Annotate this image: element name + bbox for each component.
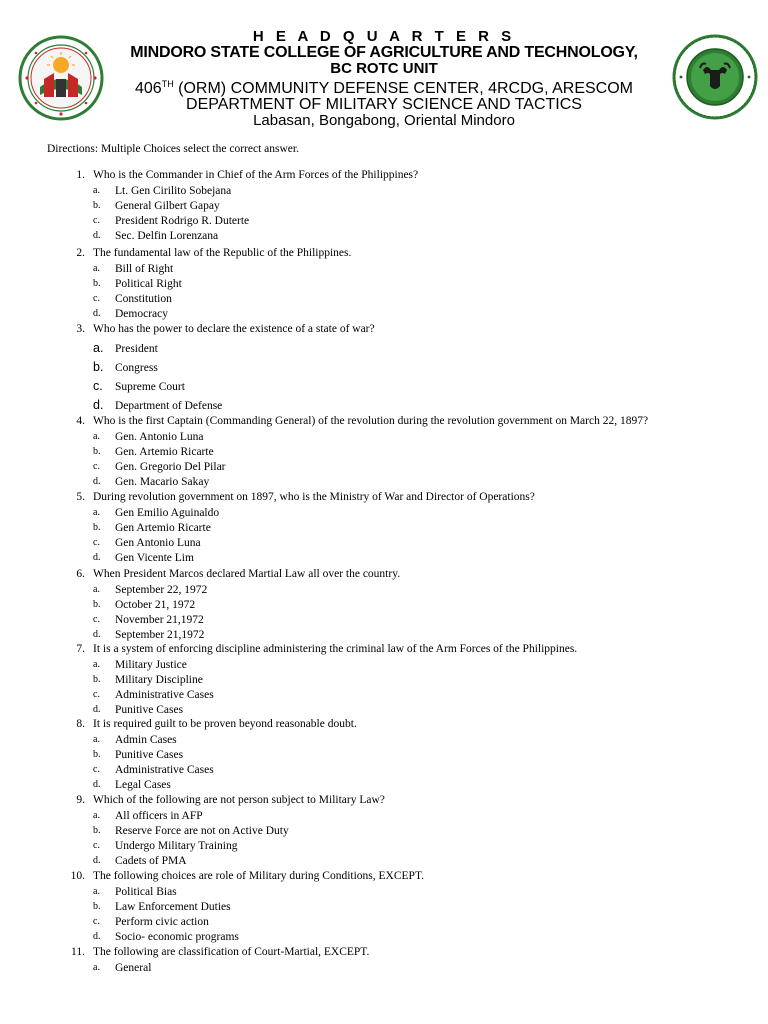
- option-letter: b.: [93, 748, 101, 760]
- question-text: The following choices are role of Military during Conditions, EXCEPT.: [93, 870, 424, 882]
- unit-name: BC ROTC UNIT: [330, 60, 438, 77]
- option-letter: a.: [93, 184, 100, 196]
- option-text: Gen. Gregorio Del Pilar: [115, 461, 226, 474]
- option-text: Administrative Cases: [115, 689, 214, 702]
- question-number: 2.: [76, 247, 85, 259]
- option-letter: b.: [93, 598, 101, 610]
- department-name: DEPARTMENT OF MILITARY SCIENCE AND TACTICS: [186, 96, 582, 113]
- option-letter: a.: [93, 885, 100, 897]
- option-letter: c.: [93, 840, 100, 852]
- option-letter: c.: [93, 379, 103, 393]
- option-text: Department of Defense: [115, 400, 223, 412]
- option-letter: a.: [93, 262, 100, 274]
- option-text: Admin Cases: [115, 733, 177, 746]
- option-text: Law Enforcement Duties: [115, 900, 231, 913]
- option-text: Perform civic action: [115, 916, 209, 929]
- option-letter: d.: [93, 855, 101, 867]
- option-text: Cadets of PMA: [115, 855, 187, 868]
- option-text: Gen. Artemio Ricarte: [115, 445, 214, 458]
- question-number: 10.: [70, 870, 85, 882]
- option-text: Sec. Delfin Lorenzana: [115, 230, 219, 243]
- question-text: It is a system of enforcing discipline administering the criminal law of the Arm Forces of the Philippines.: [93, 643, 578, 655]
- question-number: 7.: [76, 643, 85, 655]
- college-name: MINDORO STATE COLLEGE OF AGRICULTURE AND TECHNOLOGY,: [130, 44, 638, 61]
- headquarters-title: H E A D Q U A R T E R S: [252, 28, 516, 45]
- option-text: Lt. Gen Cirilito Sobejana: [115, 184, 232, 197]
- question-text: It is required guilt to be proven beyond reasonable doubt.: [93, 718, 357, 730]
- option-letter: c.: [93, 293, 100, 305]
- question-number: 4.: [76, 415, 85, 427]
- question-number: 5.: [76, 491, 85, 503]
- defense-center-line: [0, 76, 768, 97]
- question-number: 8.: [76, 718, 85, 730]
- option-text: Political Bias: [115, 885, 177, 898]
- option-text: Legal Cases: [115, 779, 171, 792]
- option-text: Punitive Cases: [115, 748, 184, 761]
- option-letter: b.: [93, 445, 101, 457]
- option-letter: a.: [93, 506, 100, 518]
- option-letter: a.: [93, 430, 100, 442]
- option-letter: c.: [93, 689, 100, 701]
- option-letter: d.: [93, 704, 101, 716]
- option-letter: d.: [93, 779, 101, 791]
- option-letter: c.: [93, 764, 100, 776]
- question-number: 6.: [76, 568, 85, 580]
- option-letter: c.: [93, 537, 100, 549]
- question-text: Who has the power to declare the existence of a state of war?: [93, 323, 375, 335]
- option-letter: a.: [93, 583, 100, 595]
- option-text: All officers in AFP: [115, 809, 203, 822]
- option-letter: b.: [93, 199, 101, 211]
- question-text: Which of the following are not person subject to Military Law?: [93, 794, 385, 806]
- option-letter: d.: [93, 476, 101, 488]
- option-letter: c.: [93, 215, 100, 227]
- option-text: Democracy: [115, 308, 168, 321]
- option-letter: d.: [93, 629, 101, 641]
- option-text: Military Justice: [115, 658, 187, 671]
- question-number: 3.: [76, 323, 85, 335]
- option-letter: a.: [93, 733, 100, 745]
- option-text: Gen Emilio Aguinaldo: [115, 506, 220, 519]
- option-letter: b.: [93, 900, 101, 912]
- center-number-suffix: TH: [161, 79, 174, 89]
- option-text: Supreme Court: [115, 381, 185, 393]
- question-number: 11.: [71, 946, 85, 958]
- center-number: 406: [135, 80, 162, 97]
- option-text: Reserve Force are not on Active Duty: [115, 824, 289, 837]
- option-letter: c.: [93, 916, 100, 928]
- question-text: The fundamental law of the Republic of the Philippines.: [93, 247, 352, 259]
- option-text: September 21,1972: [115, 629, 205, 642]
- option-letter: a.: [93, 341, 104, 355]
- option-text: Gen Vicente Lim: [115, 552, 194, 565]
- option-text: Undergo Military Training: [115, 840, 238, 853]
- question-text: Who is the first Captain (Commanding General) of the revolution during the revolution government on March 22, 1897?: [93, 415, 649, 427]
- option-text: Gen. Macario Sakay: [115, 476, 210, 489]
- option-text: Constitution: [115, 293, 172, 306]
- option-letter: a.: [93, 658, 100, 670]
- option-letter: a.: [93, 809, 100, 821]
- option-text: Military Discipline: [115, 673, 203, 686]
- question-text: The following are classification of Court-Martial, EXCEPT.: [93, 946, 370, 958]
- option-letter: b.: [93, 360, 104, 374]
- question-number: 9.: [76, 794, 85, 806]
- option-letter: b.: [93, 673, 101, 685]
- option-text: Bill of Right: [115, 262, 174, 275]
- option-letter: d.: [93, 308, 101, 320]
- option-text: Congress: [115, 362, 158, 374]
- option-text: President: [115, 343, 158, 355]
- center-name: (ORM) COMMUNITY DEFENSE CENTER, 4RCDG, ARESCOM: [173, 80, 633, 97]
- option-text: Administrative Cases: [115, 764, 214, 777]
- option-letter: b.: [93, 521, 101, 533]
- option-letter: c.: [93, 614, 100, 626]
- question-text: Who is the Commander in Chief of the Arm Forces of the Philippines?: [93, 169, 419, 181]
- option-text: President Rodrigo R. Duterte: [115, 215, 250, 228]
- option-text: Socio- economic programs: [115, 931, 239, 944]
- option-text: November 21,1972: [115, 614, 204, 627]
- option-text: General: [115, 961, 152, 974]
- option-text: Punitive Cases: [115, 704, 184, 717]
- option-text: October 21, 1972: [115, 598, 196, 611]
- question-text: When President Marcos declared Martial Law all over the country.: [93, 568, 401, 580]
- question-text: During revolution government on 1897, who is the Ministry of War and Director of Operations?: [93, 491, 535, 503]
- option-letter: d.: [93, 552, 101, 564]
- option-text: Gen. Antonio Luna: [115, 430, 204, 443]
- option-text: September 22, 1972: [115, 583, 208, 596]
- option-letter: a.: [93, 961, 100, 973]
- location-line: Labasan, Bongabong, Oriental Mindoro: [253, 112, 515, 129]
- option-letter: d.: [93, 230, 101, 242]
- option-letter: d.: [93, 398, 104, 412]
- option-letter: b.: [93, 824, 101, 836]
- directions-text: Directions: Multiple Choices select the correct answer.: [47, 143, 299, 155]
- option-text: Gen Antonio Luna: [115, 537, 201, 550]
- option-letter: b.: [93, 277, 101, 289]
- option-letter: d.: [93, 931, 101, 943]
- option-text: General Gilbert Gapay: [115, 199, 220, 212]
- option-text: Gen Artemio Ricarte: [115, 521, 211, 534]
- option-text: Political Right: [115, 277, 182, 290]
- question-number: 1.: [76, 169, 85, 181]
- document-header: [0, 28, 768, 129]
- option-letter: c.: [93, 461, 100, 473]
